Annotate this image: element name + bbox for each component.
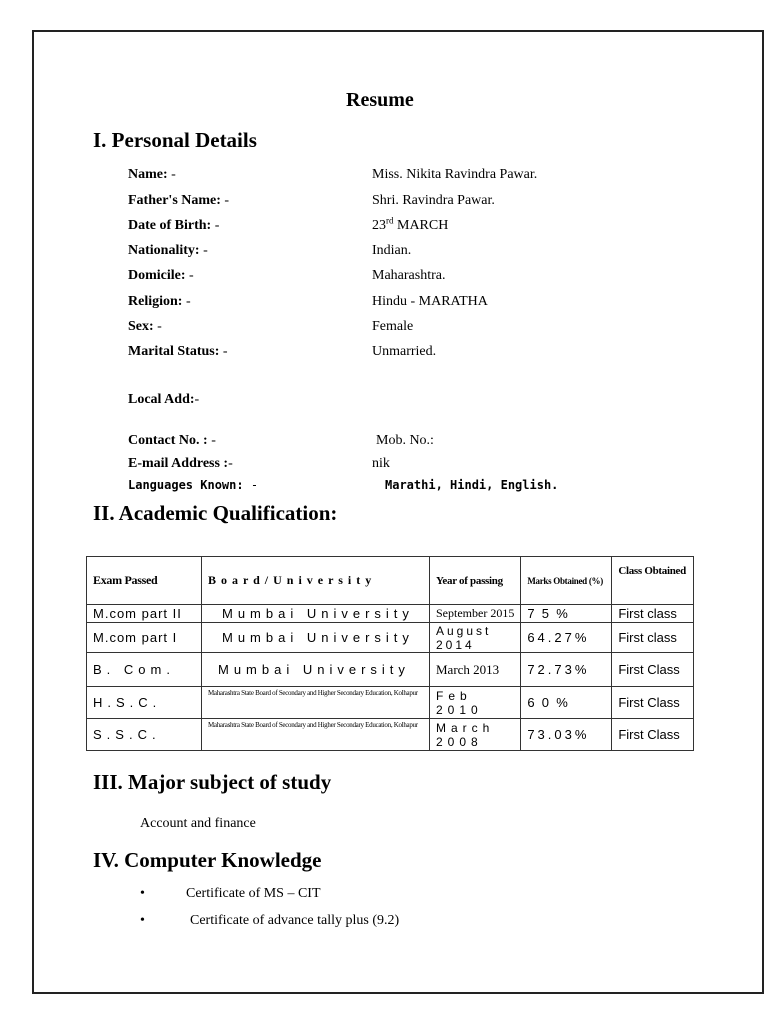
languages-label: Languages Known: - [128, 478, 259, 492]
bullet-icon: • [140, 886, 145, 901]
year-cell: August 2014 [430, 623, 521, 653]
contact-label: Contact No. : - [128, 433, 216, 448]
header-marks-obtained: Marks Obtained (%) [521, 557, 612, 605]
class-cell: First class [612, 623, 694, 653]
domicile-value: Maharashtra. [372, 268, 446, 283]
marks-cell: 72.73% [521, 653, 612, 687]
domicile-label: Domicile: - [128, 268, 194, 283]
nationality-value: Indian. [372, 243, 412, 258]
marital-status-value: Unmarried. [372, 344, 437, 359]
exam-cell: M.com part II [87, 605, 202, 623]
table-row [87, 653, 694, 687]
board-cell: Mumbai University [202, 653, 430, 687]
exam-cell: H.S.C. [87, 687, 202, 719]
nationality-label: Nationality: - [128, 243, 208, 258]
name-value: Miss. Nikita Ravindra Pawar. [372, 167, 538, 182]
year-cell: September 2015 [430, 605, 521, 623]
section-academic-heading: II. Academic Qualification: [93, 501, 338, 525]
name-label: Name: - [128, 167, 176, 182]
dob-value: 23rd MARCH [372, 215, 449, 233]
father-name-label: Father's Name: - [128, 193, 230, 208]
exam-cell: S.S.C. [87, 719, 202, 751]
board-cell: Mumbai University [202, 623, 430, 653]
marks-cell: 6 0 % [521, 687, 612, 719]
board-cell: Maharashtra State Board of Secondary and Higher Secondary Education, Kolhapur [202, 687, 430, 719]
year-cell: Feb 2010 [430, 687, 521, 719]
email-label: E-mail Address :- [128, 456, 233, 471]
academic-table [86, 556, 694, 751]
class-cell: First class [612, 605, 694, 623]
sex-label: Sex: - [128, 319, 162, 334]
computer-item: Certificate of advance tally plus (9.2) [190, 913, 400, 928]
dob-label: Date of Birth: - [128, 218, 220, 233]
table-row [87, 605, 694, 623]
year-cell: March 2013 [430, 653, 521, 687]
table-row [87, 623, 694, 653]
languages-value: Marathi, Hindi, English. [385, 478, 559, 492]
board-cell: Maharashtra State Board of Secondary and Higher Secondary Education, Kolhapur [202, 719, 430, 751]
table-header-row [87, 557, 694, 605]
page-title: Resume [346, 89, 414, 111]
marks-cell: 73.03% [521, 719, 612, 751]
table-row [87, 687, 694, 719]
exam-cell: M.com part I [87, 623, 202, 653]
religion-value: Hindu - MARATHA [372, 294, 488, 309]
table-row [87, 719, 694, 751]
contact-value: Mob. No.: [376, 433, 434, 448]
local-address-label: Local Add:- [128, 392, 200, 407]
sex-value: Female [372, 319, 414, 334]
header-exam-passed: Exam Passed [87, 557, 202, 605]
section-computer-heading: IV. Computer Knowledge [93, 848, 322, 872]
board-cell: Mumbai University [202, 605, 430, 623]
religion-label: Religion: - [128, 294, 191, 309]
class-cell: First Class [612, 653, 694, 687]
section-major-heading: III. Major subject of study [93, 770, 332, 794]
marital-status-label: Marital Status: - [128, 344, 228, 359]
exam-cell: B. Com. [87, 653, 202, 687]
bullet-icon: • [140, 913, 145, 928]
header-year-of-passing: Year of passing [430, 557, 521, 605]
class-cell: First Class [612, 687, 694, 719]
marks-cell: 64.27% [521, 623, 612, 653]
email-value: nik [372, 456, 390, 471]
father-name-value: Shri. Ravindra Pawar. [372, 193, 495, 208]
year-cell: March 2008 [430, 719, 521, 751]
class-cell: First Class [612, 719, 694, 751]
marks-cell: 7 5 % [521, 605, 612, 623]
section-personal-heading: I. Personal Details [93, 128, 257, 152]
major-subject: Account and finance [140, 816, 256, 831]
computer-item: Certificate of MS – CIT [186, 886, 321, 901]
header-board-university: B o a r d / U n i v e r s i t y [202, 557, 430, 605]
header-class-obtained: Class Obtained [612, 557, 694, 605]
